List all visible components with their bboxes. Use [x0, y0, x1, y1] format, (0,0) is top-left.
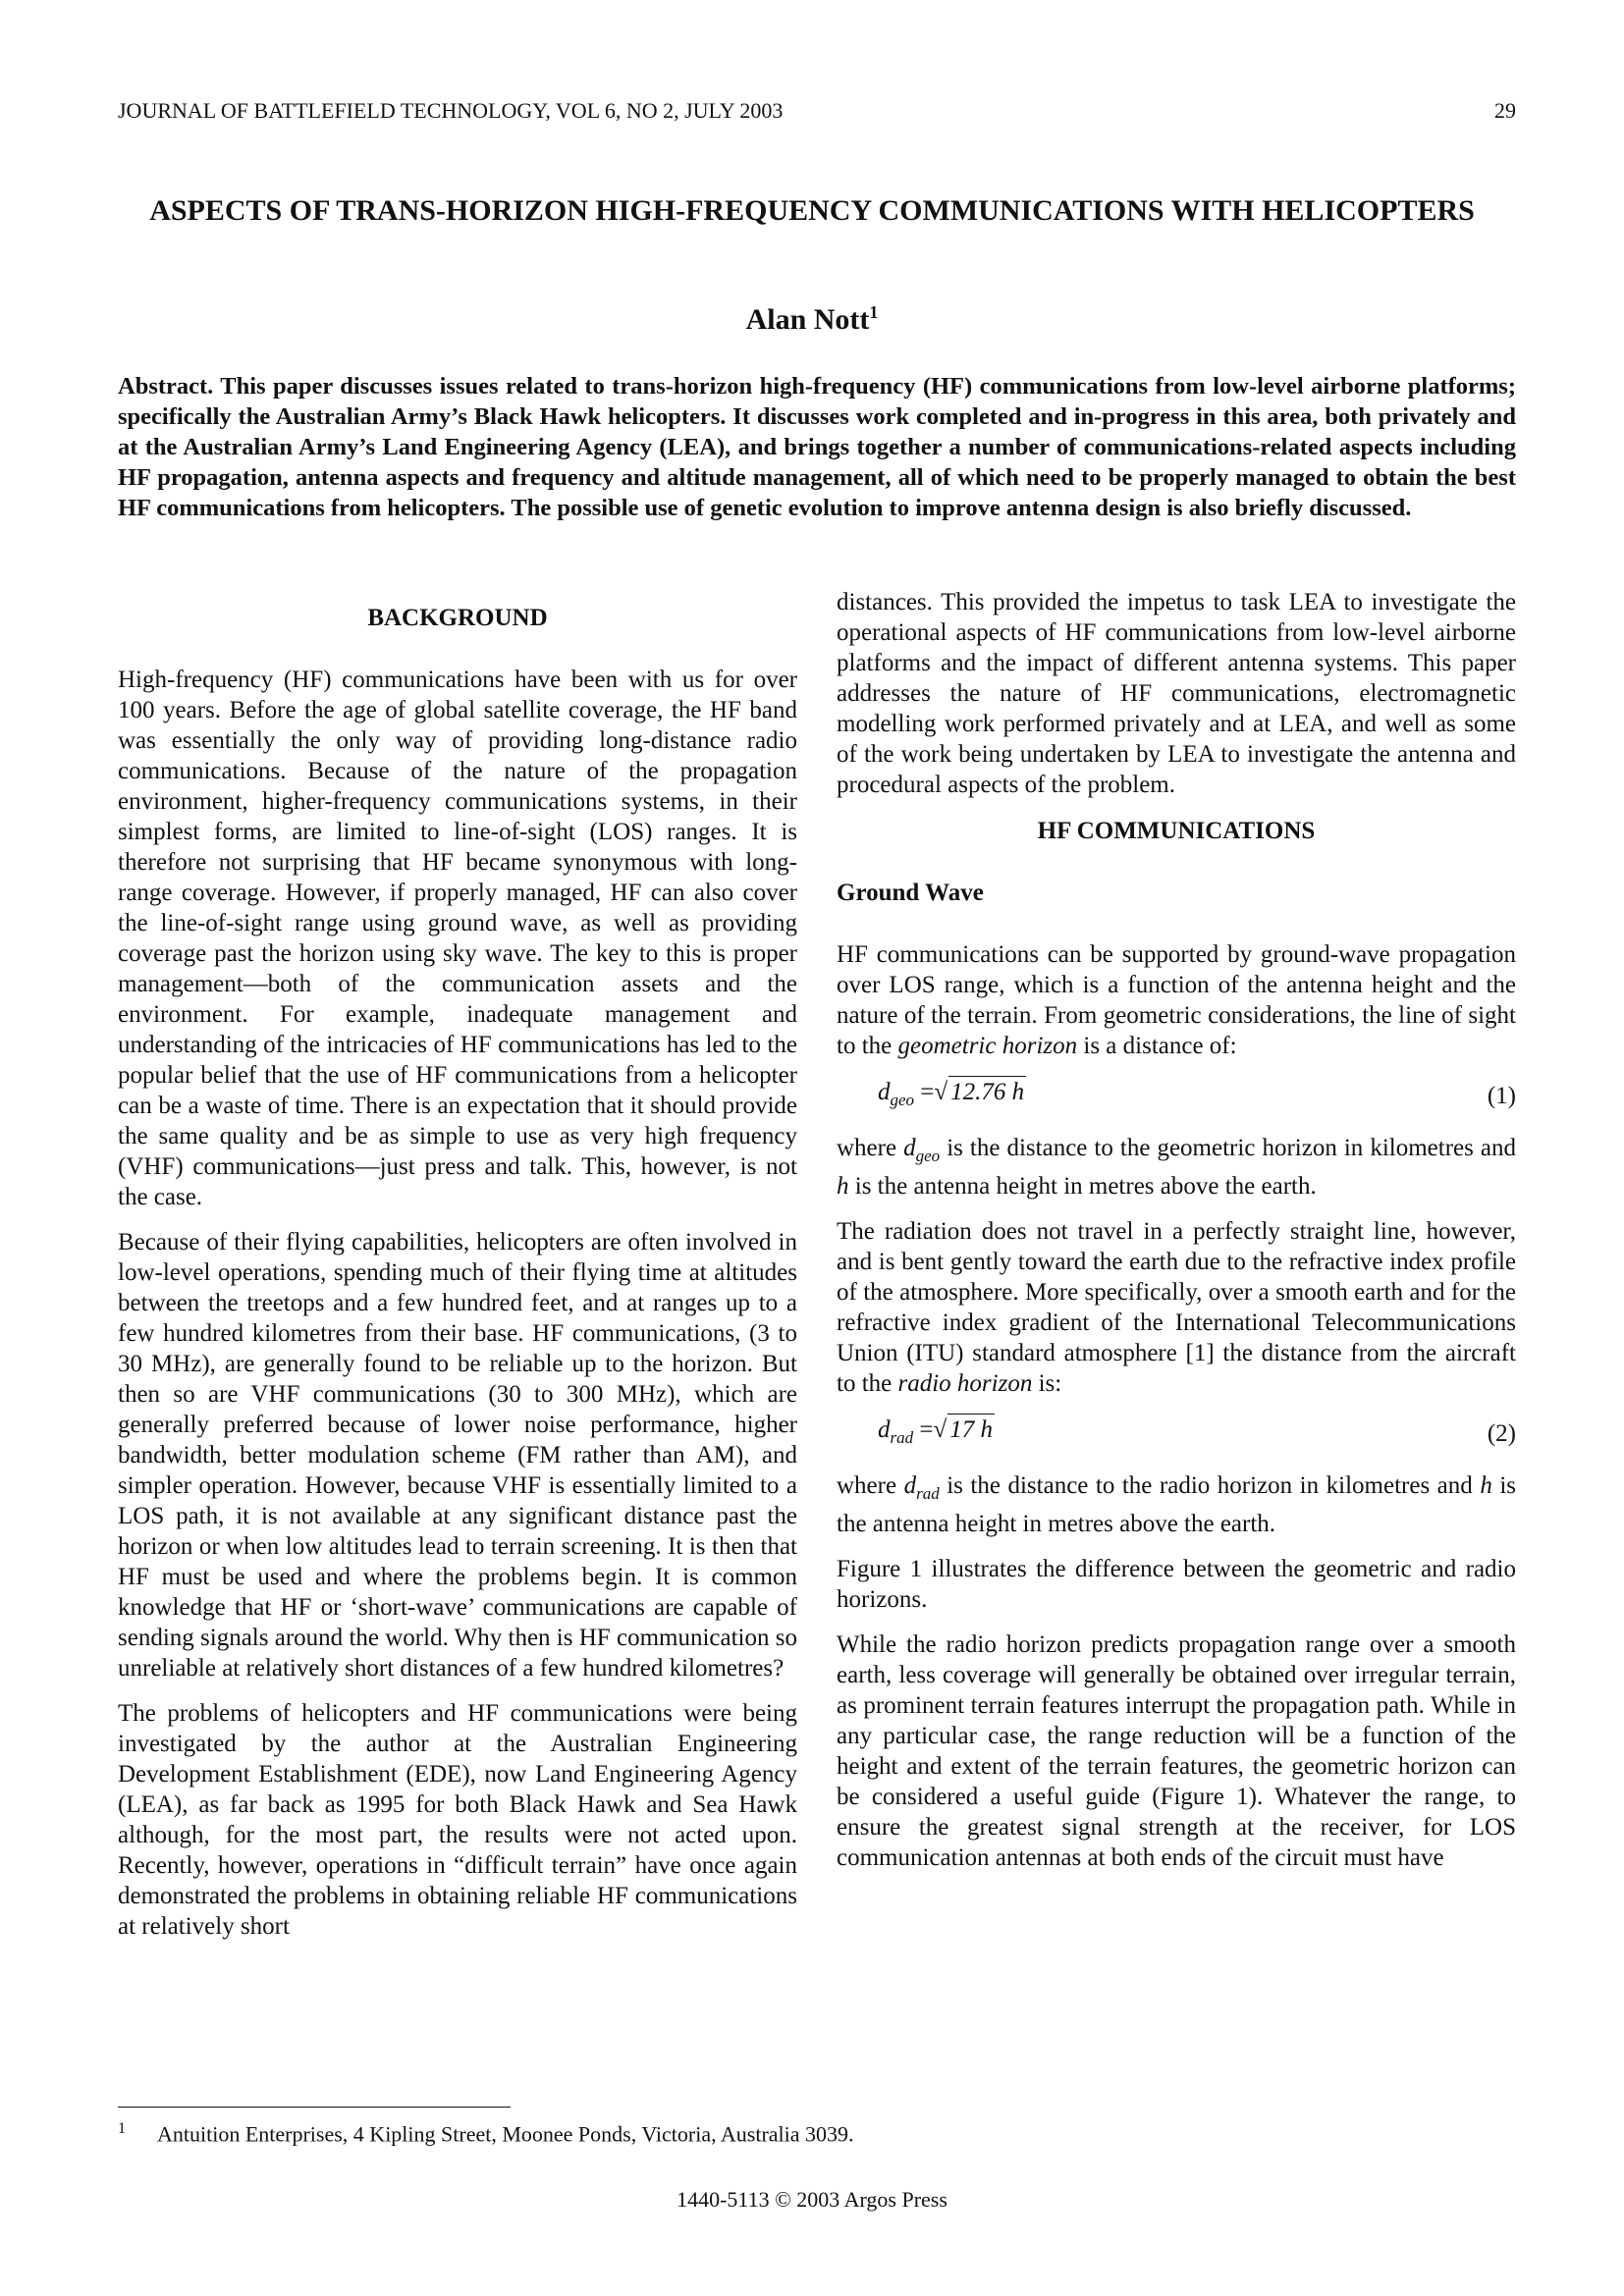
journal-name: JOURNAL OF BATTLEFIELD TECHNOLOGY, VOL 6, NO 2, JULY 2003 — [118, 98, 784, 123]
text: is a distance of: — [1077, 1033, 1237, 1059]
eq-var: d — [878, 1416, 891, 1443]
footnote-text: Antuition Enterprises, 4 Kipling Street, Moonee Ponds, Victoria, Australia 3039. — [157, 2121, 854, 2147]
running-header — [118, 98, 1516, 124]
eq-sub: geo — [890, 1091, 915, 1109]
eq-radicand: 12.76 h — [948, 1076, 1026, 1107]
subheading-ground-wave: Ground Wave — [837, 880, 984, 906]
eq-sign: = — [919, 1416, 934, 1443]
var-sub: geo — [915, 1147, 941, 1165]
page-number: 29 — [1494, 98, 1516, 123]
left-column — [118, 587, 797, 1956]
right-column — [837, 587, 1516, 1888]
paragraph: Because of their flying capabilities, helicopters are often involved in low-level operations, spending much of their flying time at altitudes between the treetops and a few hundred feet, and at ranges up to a few hundred kilometres from their base. HF communications, (3 to 30 MHz), are generally found to be reliable up to the horizon. But then so are VHF communications (30 to 300 MHz), which are generally preferred because of lower noise performance, higher bandwidth, better modulation scheme (FM rather than AM), and simpler operation. However, because VHF is essentially limited to a LOS path, it is not available at any significant distance past the horizon or when low altitudes lead to terrain screening. It is then that HF must be used and where the problems begin. It is common knowledge that HF or ‘short-wave’ communications are capable of sending signals around the world. Why then is HF communication so unreliable at relatively short distances of a few hundred kilometres? — [118, 1229, 797, 1682]
equation-number: (2) — [1487, 1419, 1516, 1447]
author — [0, 302, 1624, 337]
eq-sign: = — [920, 1079, 935, 1105]
footnote — [118, 2120, 854, 2147]
text: is: — [1032, 1370, 1062, 1397]
paragraph — [837, 1133, 1516, 1201]
paper-title: ASPECTS OF TRANS-HORIZON HIGH-FREQUENCY COMMUNICATIONS WITH HELICOPTERS — [149, 194, 1475, 227]
italic-term: radio horizon — [897, 1370, 1033, 1397]
text: is the distance to the radio horizon in kilometres and — [939, 1472, 1481, 1499]
var: d — [903, 1135, 916, 1161]
page-footer: 1440-5113 © 2003 Argos Press — [677, 2187, 947, 2212]
text: is the antenna height in metres above the earth. — [848, 1173, 1317, 1200]
eq-radicand: 17 h — [947, 1414, 995, 1445]
paragraph: High-frequency (HF) communications have been with us for over 100 years. Before the age of global satellite coverage, the HF band was essentially the only way of providing long-distance radio communications. Because of the nature of the propagation environment, higher-frequency communications systems, in their simplest forms, are limited to line-of-sight (LOS) ranges. It is therefore not surprising that HF became synonymous with long-range coverage. However, if properly managed, HF can also cover the line-of-sight range using ground wave, as well as providing coverage past the horizon using sky wave. The key to this is proper management—both of the communication assets and the environment. For example, inadequate management and understanding of the intricacies of HF communications has led to the popular belief that the use of HF communications from a helicopter can be a waste of time. There is an expectation that it should provide the same quality and be as simple to use as very high frequency (VHF) communications—just press and talk. This, however, is not the case. — [118, 667, 797, 1210]
italic-term: geometric horizon — [897, 1033, 1078, 1059]
var: d — [903, 1472, 917, 1499]
eq-sub: rad — [890, 1428, 914, 1447]
text: where — [837, 1135, 904, 1161]
equation-2 — [837, 1414, 1516, 1453]
var: h — [837, 1173, 849, 1200]
var-sub: rad — [916, 1484, 940, 1503]
text: The radiation does not travel in a perfectly straight line, however, and is bent gently toward the earth due to the refractive index profile of the atmosphere. More specifically, over a smooth earth and for the refractive index gradient of the International Telecommunications Union (ITU) standard atmosphere [1] the distance from the aircraft to the — [837, 1218, 1516, 1397]
text: HF communications can be supported by ground-wave propagation over LOS range, which is a function of the antenna height and the nature of the terrain. From geometric considerations, the line of sight to the — [837, 941, 1516, 1059]
eq-var: d — [878, 1079, 891, 1105]
section-heading-background: BACKGROUND — [367, 605, 548, 631]
equation-number: (1) — [1487, 1082, 1516, 1109]
text: is the distance to the geometric horizon in kilometres and — [940, 1135, 1516, 1161]
paragraph — [837, 1470, 1516, 1539]
sqrt-icon: √ — [934, 1079, 948, 1105]
footnote-number: 1 — [118, 2120, 126, 2137]
sqrt-icon: √ — [933, 1416, 947, 1443]
paragraph: distances. This provided the impetus to task LEA to investigate the operational aspects of HF communications from low-level airborne platforms and the impact of different antenna systems. This paper addresses the nature of HF communications, electromagnetic modelling work performed privately and at LEA, and well as some of the work being undertaken by LEA to investigate the antenna and procedural aspects of the problem. — [837, 589, 1516, 798]
text: where — [837, 1472, 904, 1499]
footnote-divider — [118, 2107, 511, 2108]
text: is the antenna height in metres above the earth. — [837, 1472, 1517, 1537]
paragraph: While the radio horizon predicts propagation range over a smooth earth, less coverage will generally be obtained over irregular terrain, as prominent terrain features interrupt the propagation path. While in any particular case, the range reduction will be a function of the height and extent of the terrain features, the geometric horizon can be considered a useful guide (Figure 1). Whatever the range, to ensure the greatest signal strength at the receiver, for LOS communication antennas at both ends of the circuit must have — [837, 1631, 1516, 1871]
paragraph — [837, 939, 1516, 1061]
paragraph: The problems of helicopters and HF communications were being investigated by the author at the Australian Engineering Development Establishment (EDE), now Land Engineering Agency (LEA), as far back as 1995 for both Black Hawk and Sea Hawk although, for the most part, the results were not acted upon. Recently, however, operations in “difficult terrain” have once again demonstrated the problems in obtaining reliable HF communications at relatively short — [118, 1700, 797, 1940]
abstract: Abstract. This paper discusses issues related to trans-horizon high-frequency (HF) communications from low-level airborne platforms; specifically the Australian Army’s Black Hawk helicopters. It discusses work completed and in-progress in this area, both privately and at the Australian Army’s Land Engineering Agency (LEA), and brings together a number of communications-related aspects including HF propagation, antenna aspects and frequency and altitude management, all of which need to be properly managed to obtain the best HF communications from helicopters. The possible use of genetic evolution to improve antenna design is also briefly discussed. — [118, 373, 1516, 521]
var: h — [1480, 1472, 1492, 1499]
section-heading-hf-communications: HF COMMUNICATIONS — [1037, 818, 1316, 844]
paragraph: Figure 1 illustrates the difference between the geometric and radio horizons. — [837, 1556, 1516, 1613]
author-footnote-mark: 1 — [869, 302, 879, 322]
equation-1 — [837, 1076, 1516, 1115]
author-name: Alan Nott — [745, 303, 870, 336]
paragraph — [837, 1216, 1516, 1399]
